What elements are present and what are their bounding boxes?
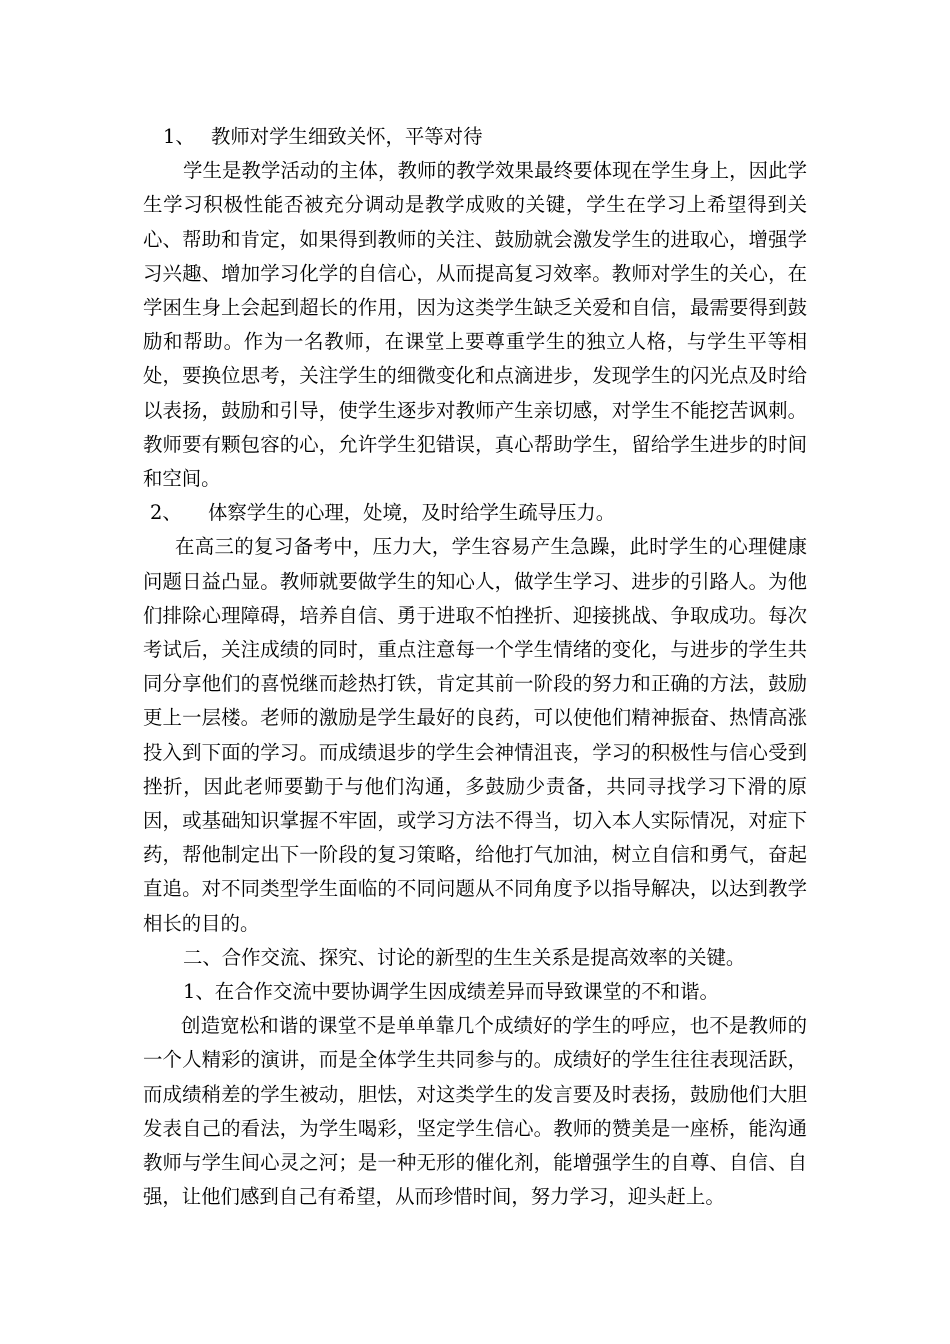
heading-2-text: 体察学生的心理，处境，及时给学生疏导压力。 <box>208 501 616 525</box>
heading-1-number: 1、 <box>163 125 195 148</box>
section-heading-2: 二、合作交流、探究、讨论的新型的生生关系是提高效率的关键。 <box>183 945 746 969</box>
heading-2-number: 2、 <box>150 501 182 525</box>
paragraph-2: 在高三的复习备考中，压力大，学生容易产生急躁，此时学生的心理健康问题日益凸显。教师就要做学生的知心人，做学生学习、进步的引路人。为他们排除心理障碍，培养自信、勇于进取不怕挫折、迎接挑战、争取成功。每次考试后，关注成绩的同时，重点注意每一个学生情绪的变化，与进步的学生共同分享他们的喜悦继而趁热打铁，肯定其前一阶段的努力和正确的方法，鼓励更上一层楼。老师的激励是学生最好的良药，可以使他们精神振奋、热情高涨投入到下面的学习。而成绩退步的学生会神情沮丧，学习的积极性与信心受到挫折，因此老师要勤于与他们沟通，多鼓励少责备，共同寻找学习下滑的原因，或基础知识掌握不牢固，或学习方法不得当，切入本人实际情况，对症下药，帮他制定出下一阶段的复习策略，给他打气加油，树立自信和勇气，奋起直追。对不同类型学生面临的不同问题从不同角度予以指导解决，以达到教学相长的目的。 <box>143 535 807 935</box>
document-page <box>143 120 807 1215</box>
heading-1-text: 教师对学生细致关怀，平等对待 <box>211 125 483 148</box>
heading-1 <box>143 120 807 154</box>
paragraph-1: 学生是教学活动的主体，教师的教学效果最终要体现在学生身上，因此学生学习积极性能否被充分调动是教学成败的关键，学生在学习上希望得到关心、帮助和肯定，如果得到教师的关注、鼓励就会激发学生的进取心，增强学习兴趣、增加学习化学的自信心，从而提高复习效率。教师对学生的关心，在学困生身上会起到超长的作用，因为这类学生缺乏关爱和自信，最需要得到鼓励和帮助。作为一名教师，在课堂上要尊重学生的独立人格，与学生平等相处，要换位思考，关注学生的细微变化和点滴进步，发现学生的闪光点及时给以表扬，鼓励和引导，使学生逐步对教师产生亲切感，对学生不能挖苦讽刺。教师要有颗包容的心，允许学生犯错误，真心帮助学生，留给学生进步的时间和空间。 <box>143 159 807 491</box>
sub-heading-2-1: 1、在合作交流中要协调学生因成绩差异而导致课堂的不和谐。 <box>183 980 719 1004</box>
heading-2 <box>143 496 807 530</box>
paragraph-3: 创造宽松和谐的课堂不是单单靠几个成绩好的学生的呼应，也不是教师的一个人精彩的演讲，而是全体学生共同参与的。成绩好的学生往往表现活跃，而成绩稍差的学生被动，胆怯，对这类学生的发言要及时表扬，鼓励他们大胆发表自己的看法，为学生喝彩，坚定学生信心。教师的赞美是一座桥，能沟通教师与学生间心灵之河；是一种无形的催化剂，能增强学生的自尊、自信、自强，让他们感到自己有希望，从而珍惜时间，努力学习，迎头赶上。 <box>143 1014 807 1209</box>
